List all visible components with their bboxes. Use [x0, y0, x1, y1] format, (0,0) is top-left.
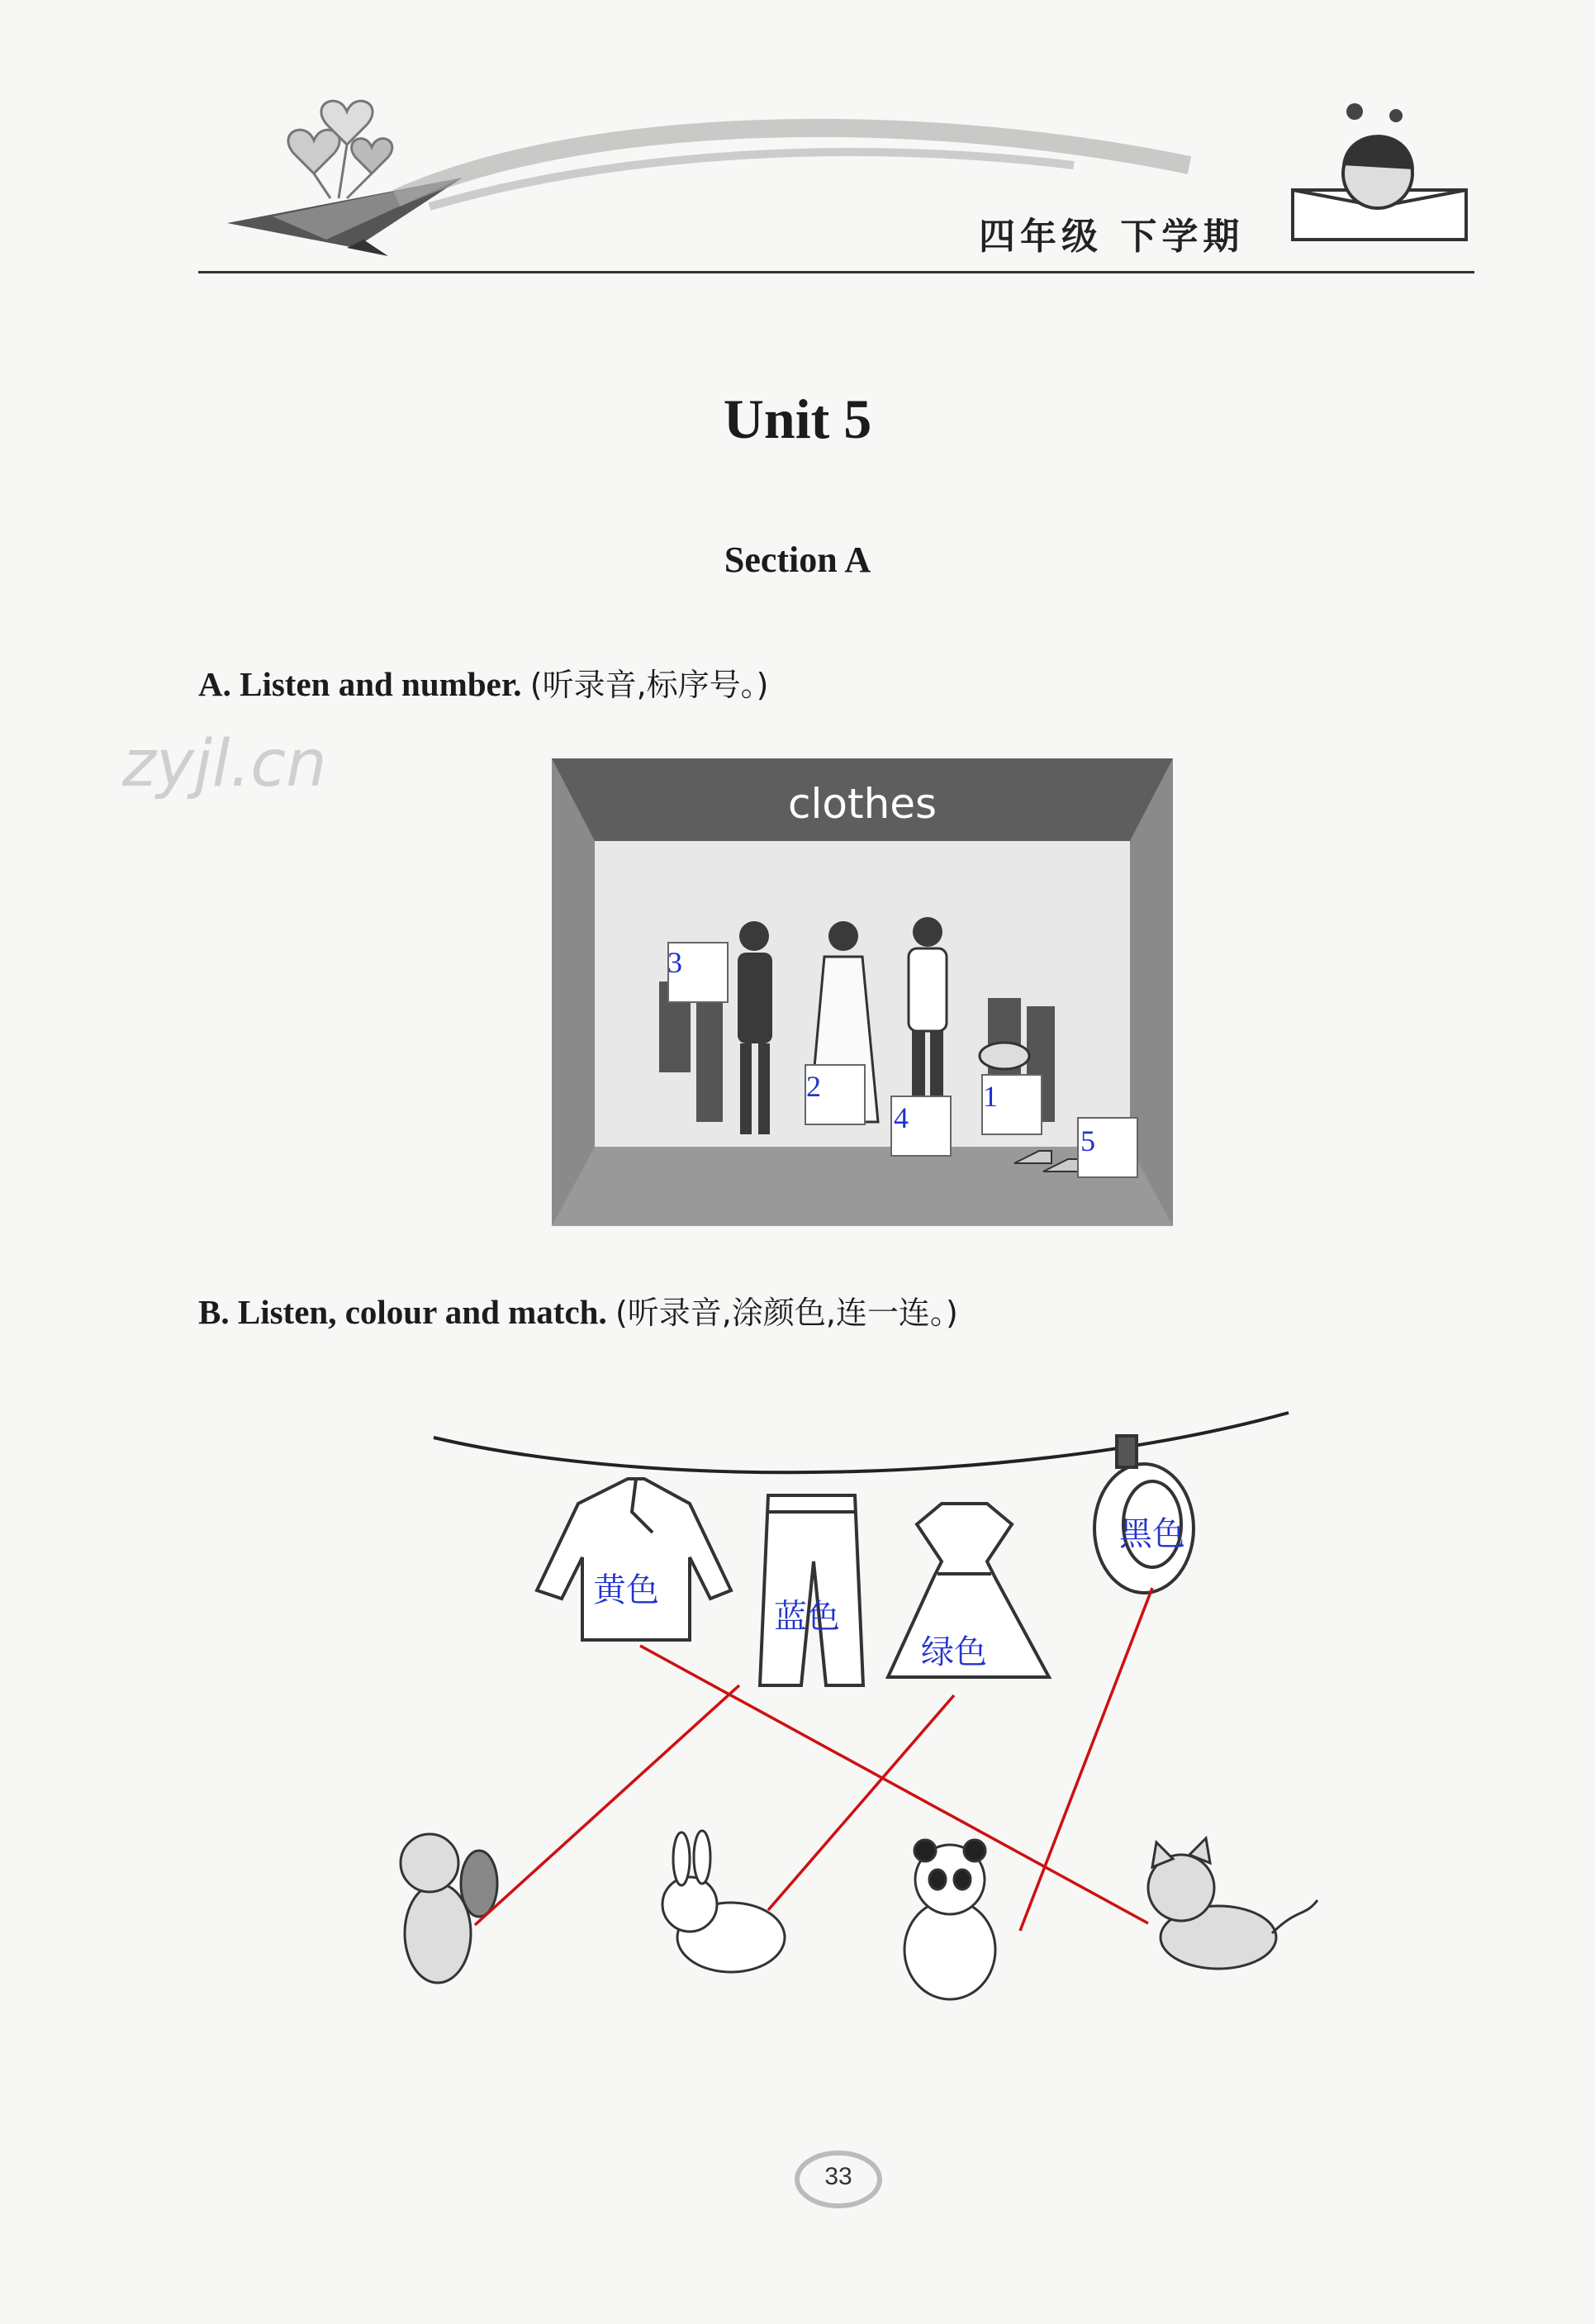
watermark: zyjl.cn — [122, 727, 327, 801]
page-number: 33 — [824, 2163, 852, 2190]
answer-value: 4 — [894, 1101, 909, 1134]
heart-balloons-icon — [288, 101, 392, 198]
shop-sign: clothes — [788, 780, 938, 828]
answer-value: 3 — [667, 946, 682, 979]
part-a-cn: (听录音,标序号。) — [529, 667, 769, 703]
part-a-label: A. Listen and number. — [198, 665, 522, 703]
hat-color: 黑色 — [1119, 1515, 1185, 1553]
trousers-icon — [760, 1495, 863, 1685]
part-b-label: B. Listen, colour and match. — [198, 1293, 607, 1331]
unit-title: Unit 5 — [723, 387, 872, 450]
hat-icon — [1094, 1436, 1194, 1593]
girl-reading-icon — [1293, 103, 1466, 240]
clothes-shop-picture — [552, 758, 1173, 1226]
rabbit-icon — [662, 1831, 785, 1972]
panda-icon — [904, 1840, 995, 1999]
cat-icon — [1148, 1838, 1317, 1969]
match-line — [640, 1646, 1148, 1923]
dog-icon — [401, 1834, 497, 1983]
part-b-cn: (听录音,涂颜色,连一连。) — [615, 1295, 958, 1331]
section-title: Section A — [724, 539, 871, 580]
match-lines — [475, 1588, 1152, 1931]
header-rule — [198, 271, 1474, 273]
header-decoration — [0, 0, 1595, 281]
grade-label: 四年级 下学期 — [979, 216, 1245, 258]
answer-value: 5 — [1080, 1124, 1095, 1157]
part-b-instruction — [198, 1287, 958, 1333]
match-line — [1020, 1588, 1152, 1931]
shirt-icon — [537, 1479, 731, 1640]
trousers-color: 蓝色 — [774, 1598, 840, 1636]
shirt-color: 黄色 — [593, 1571, 659, 1609]
part-a-instruction — [198, 659, 769, 705]
clothesline — [434, 1413, 1289, 1472]
answer-value: 2 — [806, 1070, 821, 1103]
answer-value: 1 — [983, 1080, 998, 1113]
matching-illustration — [0, 1388, 1595, 2049]
dress-color: 绿色 — [921, 1633, 987, 1671]
